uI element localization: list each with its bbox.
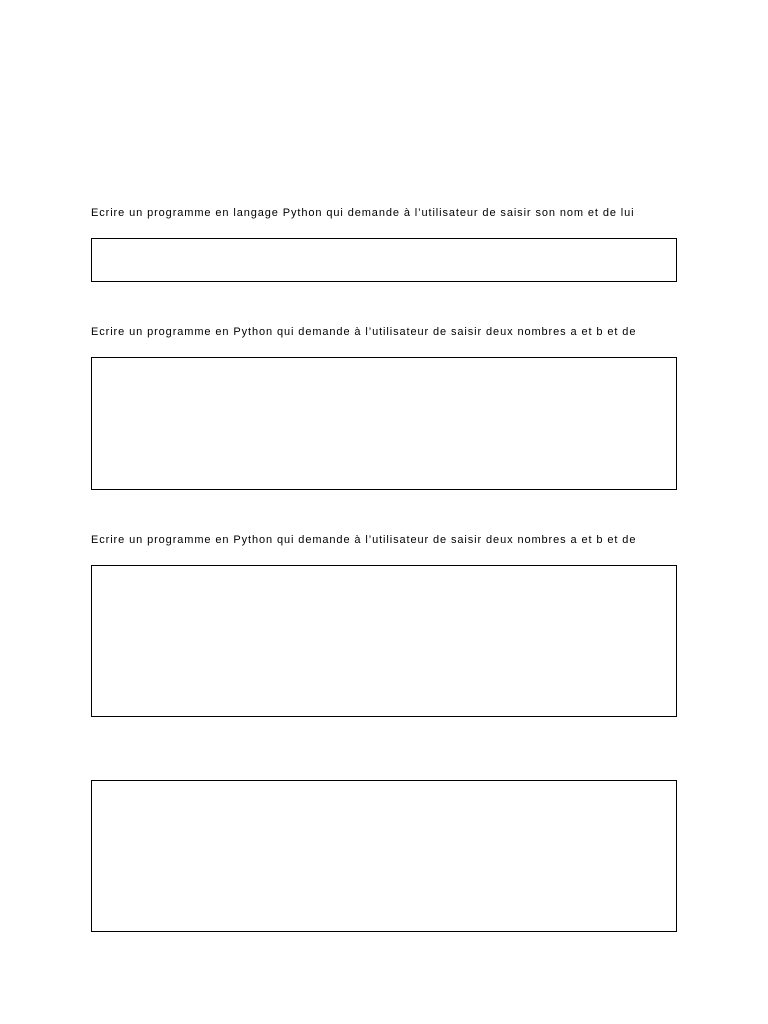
exercise-2-answer-box[interactable]	[91, 357, 677, 490]
exercise-3-answer-box[interactable]	[91, 565, 677, 717]
exercise-4-answer-box[interactable]	[91, 780, 677, 932]
exercise-2-prompt: Ecrire un programme en Python qui demande à l’utilisateur de saisir deux nombres a et b et de	[91, 326, 637, 338]
exercise-1-answer-box[interactable]	[91, 238, 677, 282]
exercise-1-prompt: Ecrire un programme en langage Python qui demande à l’utilisateur de saisir son nom et de lui	[91, 207, 635, 219]
exercise-3-prompt: Ecrire un programme en Python qui demande à l’utilisateur de saisir deux nombres a et b et de	[91, 534, 637, 546]
